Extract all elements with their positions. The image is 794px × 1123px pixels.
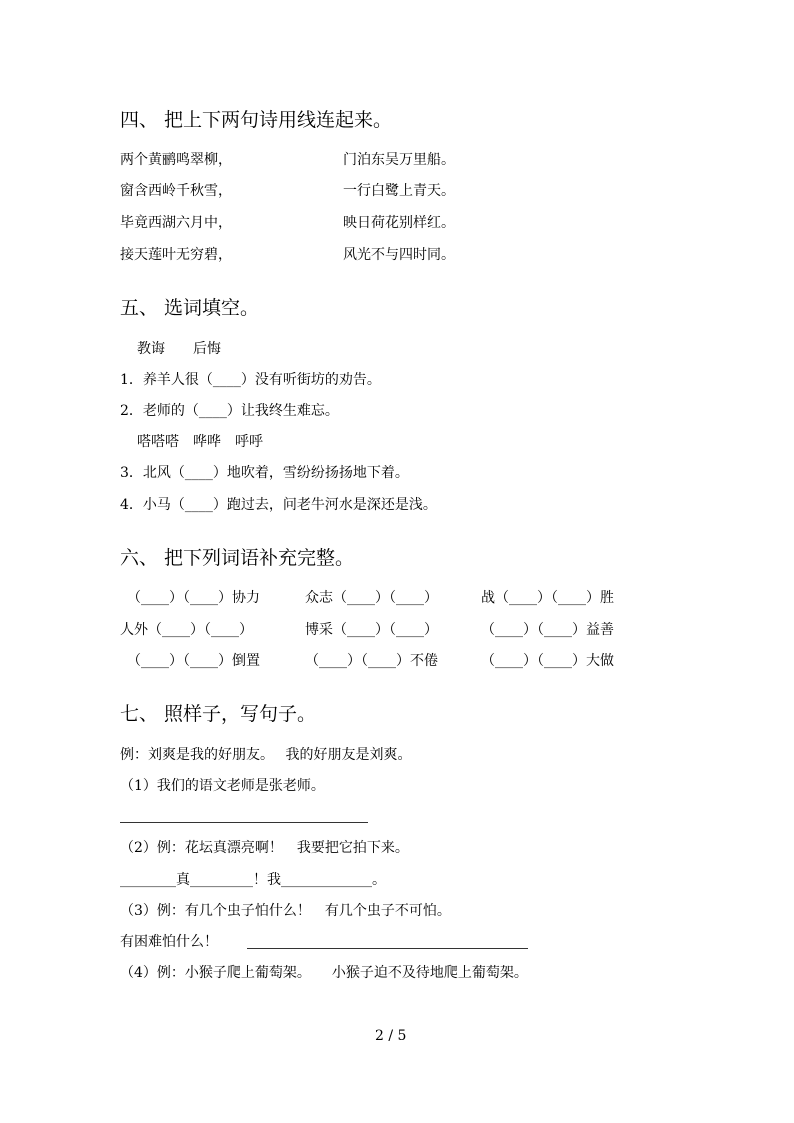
idiom-r2-c1: 人外（____）（____） bbox=[120, 622, 253, 638]
sentence-prompt-3: 有困难怕什么！ bbox=[120, 934, 218, 950]
poem-left-1: 两个黄鹂鸣翠柳， bbox=[120, 152, 232, 168]
section7-title: 七、 照样子，写句子。 bbox=[120, 703, 317, 725]
poem-left-3: 毕竟西湖六月中， bbox=[120, 215, 232, 231]
idiom-r3-c3: （____）（____）大做 bbox=[481, 653, 614, 669]
poem-right-3: 映日荷花别样红。 bbox=[343, 215, 455, 231]
page-number: 2 / 5 bbox=[375, 1028, 407, 1044]
sentence-question-2: （2）例：花坛真漂亮啊！ 我要把它拍下来。 bbox=[120, 840, 409, 856]
section5-title: 五、 选词填空。 bbox=[120, 297, 260, 319]
poem-left-2: 窗含西岭千秋雪， bbox=[120, 183, 232, 199]
sentence-fill-2[interactable]: ________真_________！我_____________。 bbox=[120, 872, 386, 888]
idiom-r1-c2: 众志（____）（____） bbox=[305, 590, 438, 606]
sentence-example: 例：刘爽是我的好朋友。 我的好朋友是刘爽。 bbox=[120, 747, 412, 763]
poem-right-1: 门泊东吴万里船。 bbox=[343, 152, 455, 168]
idiom-r3-c1: （____）（____）倒置 bbox=[127, 653, 260, 669]
sentence-question-1: （1）我们的语文老师是张老师。 bbox=[120, 778, 325, 794]
idiom-r1-c1: （____）（____）协力 bbox=[127, 590, 260, 606]
sentence-question-3: （3）例：有几个虫子怕什么！ 有几个虫子不可怕。 bbox=[120, 903, 451, 919]
idiom-r1-c3: 战（____）（____）胜 bbox=[481, 590, 614, 606]
poem-right-2: 一行白鹭上青天。 bbox=[343, 183, 455, 199]
idiom-r3-c2: （____）（____）不倦 bbox=[305, 653, 438, 669]
fill-question-3: 3．北风（____）地吹着，雪纷纷扬扬地下着。 bbox=[120, 465, 409, 481]
fill-question-2: 2．老师的（____）让我终生难忘。 bbox=[120, 403, 339, 419]
idiom-r2-c3: （____）（____）益善 bbox=[481, 622, 614, 638]
fill-question-1: 1．养羊人很（____）没有听街坊的劝告。 bbox=[120, 372, 381, 388]
poem-left-4: 接天莲叶无穷碧， bbox=[120, 247, 232, 263]
poem-right-4: 风光不与四时同。 bbox=[343, 247, 455, 263]
section4-title: 四、 把上下两句诗用线连起来。 bbox=[120, 109, 393, 131]
fill-question-4: 4．小马（____）跑过去，问老牛河水是深还是浅。 bbox=[120, 497, 437, 513]
answer-line-1[interactable] bbox=[120, 822, 368, 823]
word-choices-1: 教诲 后悔 bbox=[137, 341, 221, 357]
word-choices-2: 嗒嗒嗒 哗哗 呼呼 bbox=[137, 434, 263, 450]
section6-title: 六、 把下列词语补充完整。 bbox=[120, 547, 355, 569]
idiom-r2-c2: 博采（____）（____） bbox=[305, 622, 438, 638]
sentence-question-4: （4）例：小猴子爬上葡萄架。 小猴子迫不及待地爬上葡萄架。 bbox=[120, 965, 528, 981]
answer-line-3[interactable] bbox=[247, 948, 528, 949]
